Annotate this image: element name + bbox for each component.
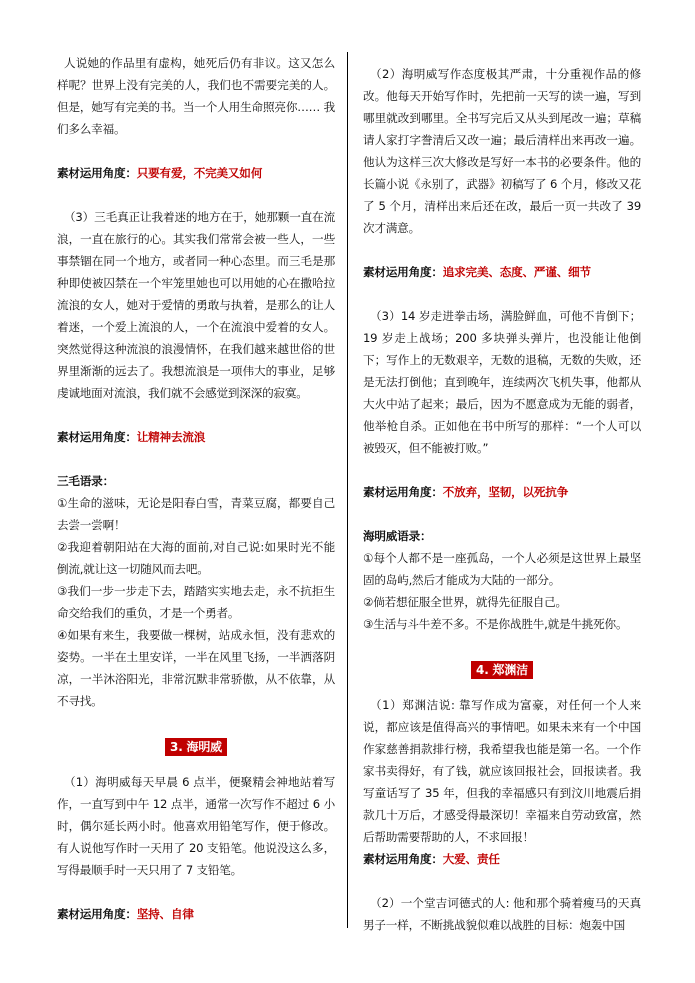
quote-item: ②倘若想征服全世界，就得先征服自己。 [363,595,567,609]
quote-item: ①每个人都不是一座孤岛，一个人必须是这世界上最坚固的岛屿,然后才能成为大陆的一部分。 [363,551,641,587]
left-column [57,52,335,925]
quotes-heading: 三毛语录： [57,474,114,488]
usage-value: 追求完美、态度、严谨、细节 [442,265,591,279]
usage-label: 素材运用角度： [57,166,137,180]
usage-label: 素材运用角度： [363,485,443,499]
quote-item: ④如果有来生，我要做一棵树，站成永恒，没有悲欢的姿势。一半在土里安详，一半在风里飞扬，一半洒落阴凉，一半沐浴阳光，非常沉默非常骄傲，从不依靠，从不寻找。 [57,628,335,708]
column-divider [347,52,348,928]
usage-label: 素材运用角度： [363,265,443,279]
quotes-heading: 海明威语录： [363,529,432,543]
material-usage-line [363,261,641,283]
paragraph: （2）海明威写作态度极其严肃，十分重视作品的修改。他每天开始写作时，先把前一天写的读一遍，写到哪里就改到哪里。全书写完后又从头到尾改一遍；草稿请人家打字誊清后又改一遍；最后清样出来再改一遍。他认为这样三次大修改是写好一本书的必要条件。他的长篇小说《永别了，武器》初稿写了 6 个月，修改又花了 5 个月，清样出来后还在改，最后一页一共改了 39 次才满意。 [363,67,641,235]
paragraph: （1）海明威每天早晨 6 点半，便聚精会神地站着写作，一直写到中午 12 点半，通常一次写作不超过 6 小时，偶尔延长两小时。他喜欢用铅笔写作，便于修改。有人说他写作时一天用了 20 支铅笔。他说没这么多，写得最顺手时一天只用了 7 支铅笔。 [57,775,335,877]
paragraph: （3）14 岁走进拳击场，满脸鲜血，可他不肯倒下；19 岁走上战场；200 多块弹头弹片，也没能让他倒下；写作上的无数艰辛，无数的退稿，无数的失败，还是无法打倒他；直到晚年，连续两次飞机失事，他都从大火中站了起来；最后，因为不愿意成为无能的弱者，他举枪自杀。正如他在书中所写的那样：“一个人可以被毁灭，但不能被打败。” [363,309,641,455]
paragraph: （3）三毛真正让我着迷的地方在于，她那颗一直在流浪，一直在旅行的心。其实我们常常会被一些人，一些事禁锢在同一个地方，或者同一种心态里。而三毛是那种即使被囚禁在一个牢笼里她也可以用她的心在撒哈拉流浪的女人，她对于爱情的勇敢与执着，是那么的让人着迷，一个爱上流浪的人，一个在流浪中爱着的女人。突然觉得这种流浪的浪漫情怀，在我们越来越世俗的世界里渐渐的远去了。我想流浪是一项伟大的事业，足够虔诚地面对流浪，我们就不会感觉到深深的寂寞。 [57,210,335,400]
section-badge: 3. 海明威 [165,738,227,756]
usage-label: 素材运用角度： [57,430,137,444]
material-usage-line [57,162,335,184]
usage-value: 让精神去流浪 [136,430,206,444]
usage-value: 坚持、自律 [136,907,194,921]
material-usage-line [57,426,335,448]
material-usage-line [363,848,641,870]
quote-item: ③生活与斗牛差不多。不是你战胜牛,就是牛挑死你。 [363,617,628,631]
usage-label: 素材运用角度： [363,852,443,866]
usage-value: 大爱、责任 [442,852,500,866]
paragraph: （1）郑渊洁说: 靠写作成为富豪，对任何一个人来说，都应该是值得高兴的事情吧。如果未来有一个中国作家慈善捐款排行榜，我希望我也能是第一名。一个作家书卖得好，有了钱，就应该回报社会，回报读者。我写童话写了 35 年，但我的幸福感只有到汶川地震后捐款几十万后，才感受得最深切！幸福来自劳动致富，然后帮助需要帮助的人，不求回报！ [363,698,641,844]
paragraph: （2）一个堂吉诃德式的人: 他和那个骑着瘦马的天真男子一样，不断挑战貌似难以战胜的目标：炮轰中国 [363,896,641,932]
material-usage-line [57,903,335,925]
paragraph: 人说她的作品里有虚构，她死后仍有非议。这又怎么样呢？世界上没有完美的人，我们也不需要完美的人。但是，她写有完美的书。当一个人用生命照亮你…… 我们多么幸福。 [57,56,335,136]
usage-value: 只要有爱，不完美又如何 [136,166,263,180]
material-usage-line [363,481,641,503]
usage-label: 素材运用角度： [57,907,137,921]
quote-item: ③我们一步一步走下去，踏踏实实地去走，永不抗拒生命交给我们的重负，才是一个勇者。 [57,584,335,620]
section-badge: 4. 郑渊洁 [471,661,533,679]
quote-item: ①生命的滋味，无论是阳春白雪，青菜豆腐，都要自己去尝一尝啊！ [57,496,335,532]
usage-value: 不放弃，坚韧，以死抗争 [442,485,569,499]
quote-item: ②我迎着朝阳站在大海的面前,对自己说:如果时光不能倒流,就让这一切随风而去吧。 [57,540,335,576]
right-column [363,52,641,936]
